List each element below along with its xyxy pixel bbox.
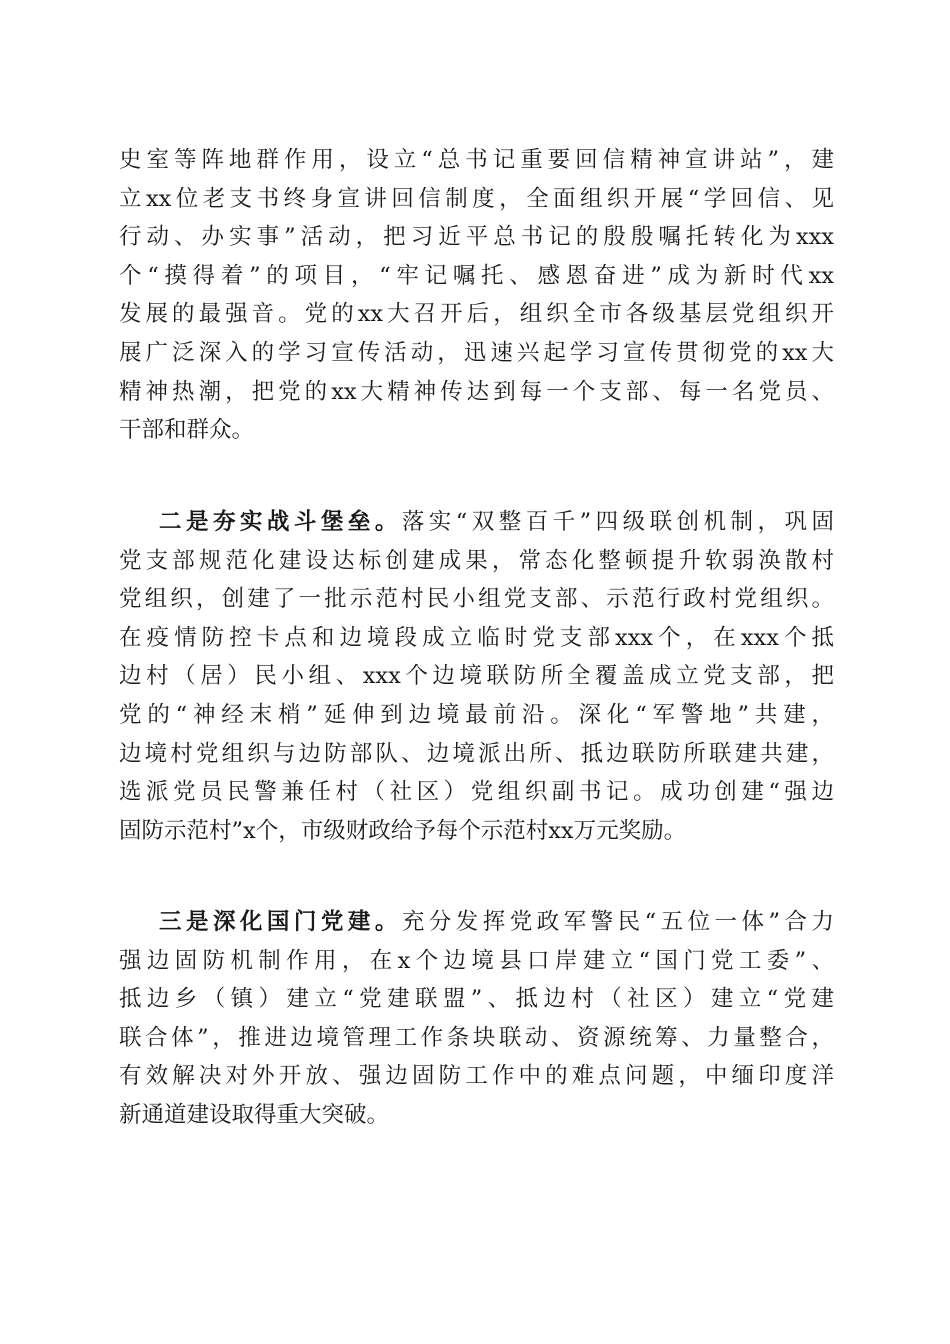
text-line: 史室等阵地群作用，设立“总书记重要回信精神宣讲站”，建 [119, 147, 834, 173]
text-line: 边境村党组织与边防部队、边境派出所、抵边联防所联建共建， [119, 740, 834, 767]
text-line: 新通道建设取得重大突破。 [119, 1101, 390, 1128]
text-line: 有效解决对外开放、强边固防工作中的难点问题，中缅印度洋 [119, 1063, 834, 1090]
text-line: 个“摸得着”的项目，“牢记嘱托、感恩奋进”成为新时代xx [119, 262, 834, 289]
text-line: 选派党员民警兼任村（社区）党组织副书记。成功创建“强边 [119, 779, 834, 806]
section-heading: 二是夯实战斗堡垒。 [159, 509, 402, 535]
paragraph-first-line [119, 903, 834, 942]
text-line: 行动、办实事”活动，把习近平总书记的殷殷嘱托转化为xxx [119, 224, 834, 251]
text-line: 党组织，创建了一批示范村民小组党支部、示范行政村党组织。 [119, 586, 834, 613]
paragraph-2 [119, 503, 834, 850]
text-line: 固防示范村”x个，市级财政给予每个示范村xx万元奖励。 [119, 817, 687, 844]
text-line: 边村（居）民小组、xxx个边境联防所全覆盖成立党支部，把 [119, 663, 834, 690]
text-line: 展广泛深入的学习宣传活动，迅速兴起学习宣传贯彻党的xx大 [119, 339, 834, 366]
paragraph-3 [119, 903, 834, 1135]
text-line: 精神热潮，把党的xx大精神传达到每一个支部、每一名党员、 [119, 378, 834, 405]
text-line: 党的“神经末梢”延伸到边境最前沿。深化“军警地”共建， [119, 701, 834, 728]
paragraph-1 [119, 141, 834, 450]
paragraph-first-line [119, 503, 834, 542]
text-line: 党支部规范化建设达标创建成果，常态化整顿提升软弱涣散村 [119, 547, 834, 574]
text-line: 立xx位老支书终身宣讲回信制度，全面组织开展“学回信、见 [119, 185, 834, 212]
section-heading: 三是深化国门党建。 [159, 909, 402, 935]
text-line: 联合体”，推进边境管理工作条块联动、资源统筹、力量整合， [119, 1024, 834, 1051]
text-line: 在疫情防控卡点和边境段成立临时党支部xxx个，在xxx个抵 [119, 624, 834, 651]
text-line: 抵边乡（镇）建立“党建联盟”、抵边村（社区）建立“党建 [119, 986, 834, 1013]
text-line: 强边固防机制作用，在x个边境县口岸建立“国门党工委”、 [119, 947, 834, 974]
text-run: 落实“双整百千”四级联创机制，巩固 [401, 509, 834, 535]
text-line: 发展的最强音。党的xx大召开后，组织全市各级基层党组织开 [119, 301, 834, 328]
text-line: 干部和群众。 [119, 417, 255, 444]
text-run: 充分发挥党政军警民“五位一体”合力 [401, 909, 834, 935]
